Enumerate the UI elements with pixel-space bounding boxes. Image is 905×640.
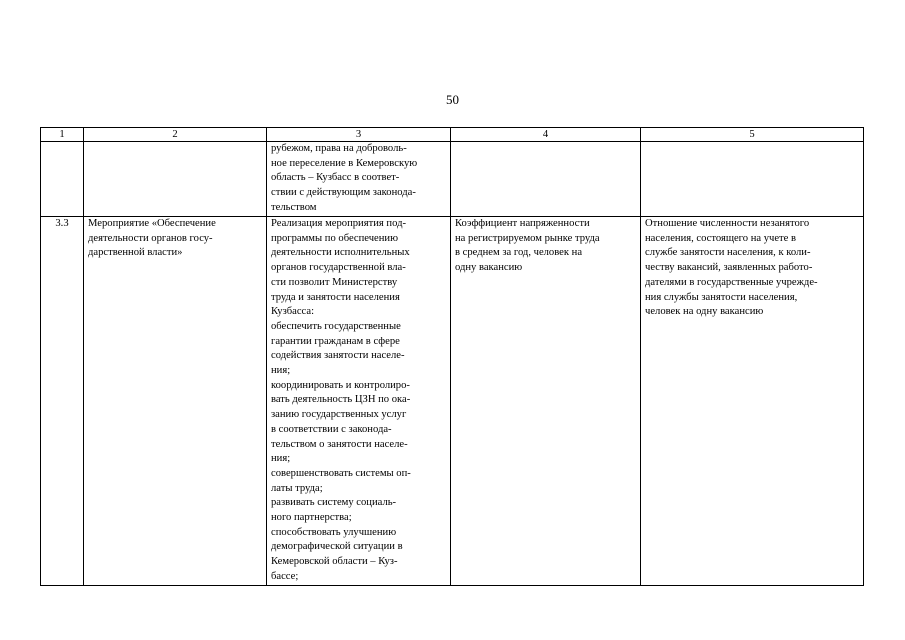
cell-activity xyxy=(84,142,267,217)
cell-activity: Мероприятие «Обеспечение деятельности органов госу- дарственной власти» xyxy=(84,217,267,586)
cell-method: Отношение численности незанятого населения, состоящего на учете в службе занятости населения, к коли- честву вакансий, заявленных работо- дателями в государственные учрежде- ния службы занятости населения, человек на одну вакансию xyxy=(641,217,864,586)
column-header-5: 5 xyxy=(641,128,864,142)
cell-indicator xyxy=(451,142,641,217)
table-header-row xyxy=(41,128,864,142)
cell-method xyxy=(641,142,864,217)
table-row-continuation xyxy=(41,142,864,217)
cell-indicator: Коэффициент напряженности на регистрируемом рынке труда в среднем за год, человек на одну вакансию xyxy=(451,217,641,586)
page-number: 50 xyxy=(446,92,459,107)
data-table xyxy=(40,127,864,586)
column-header-1: 1 xyxy=(41,128,84,142)
table-row-3-3 xyxy=(41,217,864,586)
column-header-3: 3 xyxy=(267,128,451,142)
column-header-4: 4 xyxy=(451,128,641,142)
column-header-2: 2 xyxy=(84,128,267,142)
cell-number: 3.3 xyxy=(41,217,84,586)
cell-description: рубежом, права на доброволь- ное переселение в Кемеровскую область – Кузбасс в соответ- ствии с действующим законода- тельством xyxy=(267,142,451,217)
cell-description: Реализация мероприятия под- программы по обеспечению деятельности исполнительных органов государственной вла- сти позволит Министерству труда и занятости населения Кузбасса: обеспечить государственные гарантии гражданам в сфере содействия занятости населе- ния; координировать и контролиро- вать деятельность ЦЗН по ока- занию государственных услуг в соответствии с законода- тельством о занятости населе- ния; совершенствовать системы оп- латы труда; развивать систему социаль- ного партнерства; способствовать улучшению демографической ситуации в Кемеровской области – Куз- бассе; xyxy=(267,217,451,586)
cell-number xyxy=(41,142,84,217)
